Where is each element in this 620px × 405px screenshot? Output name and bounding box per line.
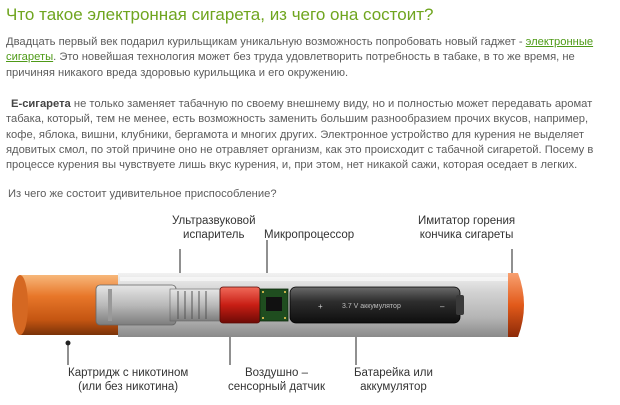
label-battery-line2: аккумулятор	[360, 381, 427, 393]
label-tip-line2: кончика сигареты	[419, 229, 514, 241]
label-microprocessor-line1: Микропроцессор	[264, 229, 355, 241]
cartridge-ring	[108, 289, 112, 321]
label-atomizer-line1: Ультразвуковой	[172, 215, 256, 227]
battery-terminal	[456, 295, 464, 315]
label-sensor-line2: сенсорный датчик	[228, 381, 325, 393]
label-atomizer-line2: испаритель	[183, 229, 245, 241]
page-title: Что такое электронная сигарета, из чего она состоит?	[6, 5, 434, 24]
description-paragraph	[6, 97, 612, 173]
label-cartridge-line1: Картридж с никотином	[68, 367, 189, 379]
tube-highlight	[120, 277, 508, 281]
battery-minus-sign: –	[440, 302, 445, 311]
label-battery-line1: Батарейка или	[354, 367, 433, 379]
microprocessor-chip	[266, 297, 282, 311]
e-cigarette-term: E-сигарета	[11, 98, 71, 110]
intro-text-end: . Это новейшая технология может без труда удовлетворить потребность в табаке, в то же время, не причиняя никакого вреда здоровью курильщика и его окружению.	[6, 51, 575, 79]
intro-paragraph	[6, 35, 612, 81]
e-cigarettes-link[interactable]: электронные сигареты	[6, 36, 594, 64]
e-cigarette-diagram	[0, 205, 620, 405]
question-paragraph: Из чего же состоит удивительное приспособление?	[8, 188, 277, 200]
battery-label: 3.7 V аккумулятор	[342, 303, 401, 310]
filter-end	[12, 275, 28, 335]
description-text: не только заменяет табачную по своему внешнему виду, но и полностью может передавать аромат табака, который, тем не менее, есть возможность заменить большим разнообразием прочих вкусов, например, кофе, яблока, вишни, клубники, бергамота и многих других. Электронное устройство для курения не выделяет ядовитых смол, по этой причине оно не отравляет организм, как это происходит с табачной сигаретой. Посему в процессе курения вы чувствуете лишь вкус курения, и, при этом, нет никакой сажи, которая оседает в легких.	[6, 98, 594, 172]
intro-text: Двадцать первый век подарил курильщикам уникальную возможность попробовать новый гаджет -	[6, 36, 526, 48]
battery-plus-sign: +	[318, 302, 323, 311]
air-sensor	[220, 287, 260, 323]
label-sensor-line1: Воздушно –	[245, 367, 308, 379]
label-cartridge-line2: (или без никотина)	[78, 381, 179, 393]
glowing-tip	[508, 273, 524, 337]
label-tip-line1: Имитатор горения	[418, 215, 516, 227]
